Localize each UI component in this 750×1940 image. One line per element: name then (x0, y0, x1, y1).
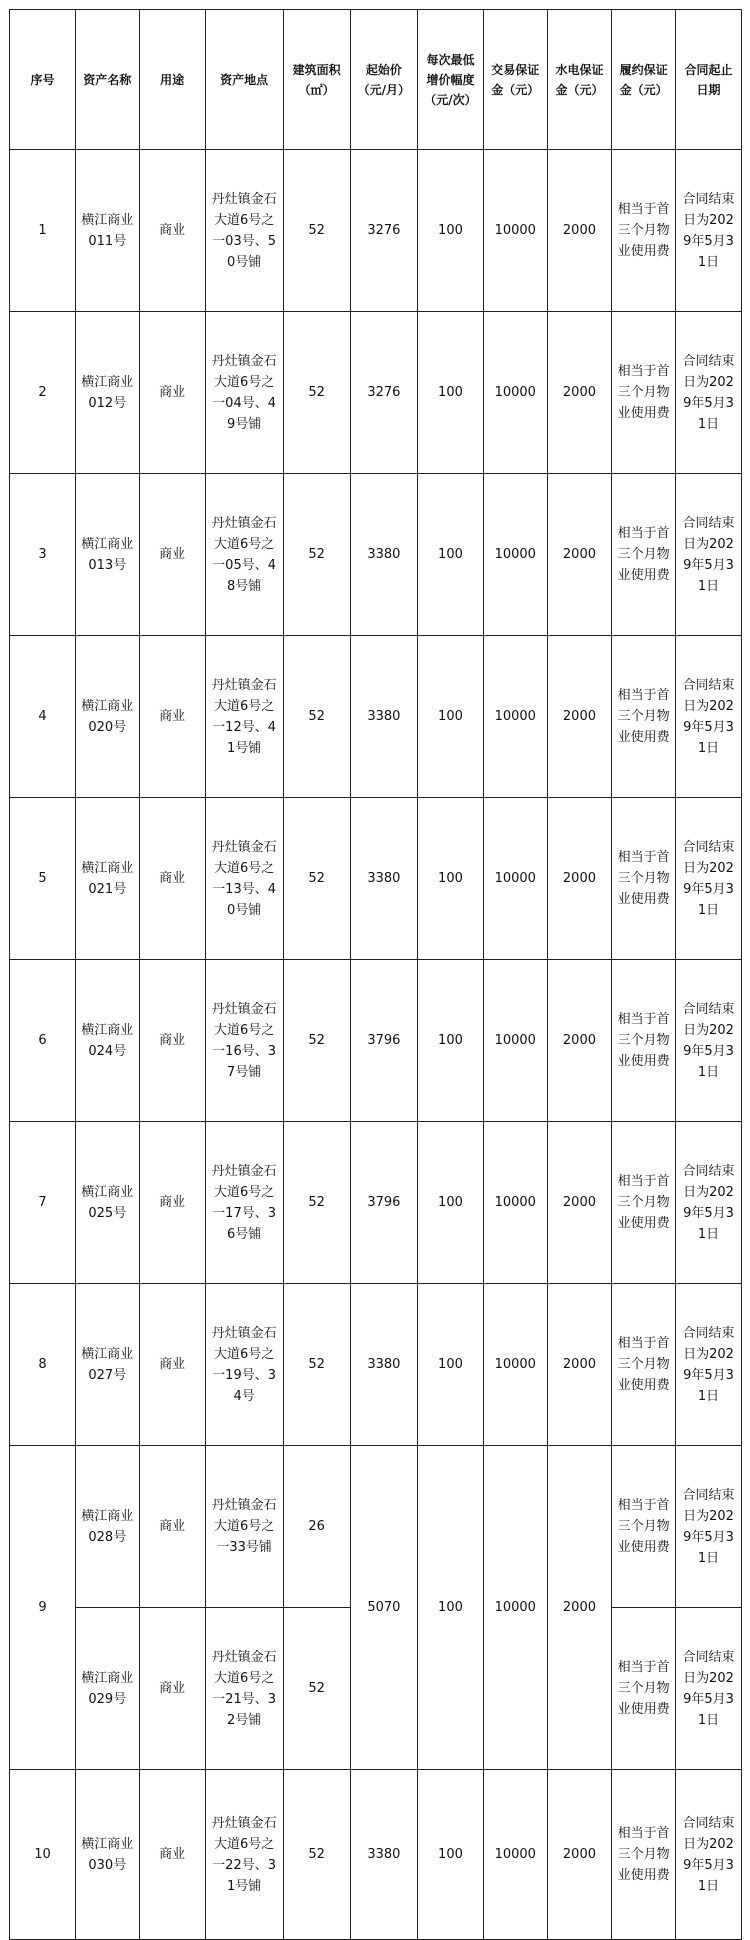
cell-trade-deposit: 10000 (483, 636, 547, 798)
cell-seq: 3 (10, 474, 76, 636)
cell-trade-deposit: 10000 (483, 150, 547, 312)
cell-seq: 9 (10, 1446, 76, 1770)
cell-contract-period: 合同结束日为2029年5月31日 (675, 150, 741, 312)
cell-performance-deposit: 相当于首三个月物业使用费 (612, 636, 676, 798)
cell-utility-deposit: 2000 (547, 1446, 612, 1770)
cell-name: 横江商业013号 (76, 474, 140, 636)
cell-performance-deposit: 相当于首三个月物业使用费 (612, 150, 676, 312)
cell-use: 商业 (139, 1446, 205, 1608)
cell-area: 52 (283, 798, 350, 960)
cell-location: 丹灶镇金石大道6号之一05号、48号铺 (205, 474, 283, 636)
header-name: 资产名称 (76, 10, 140, 150)
cell-increment: 100 (417, 960, 483, 1122)
table-row-group-9a (10, 1446, 742, 1608)
cell-utility-deposit: 2000 (547, 1770, 612, 1940)
cell-contract-period: 合同结束日为2029年5月31日 (675, 1122, 741, 1284)
table-row (10, 798, 742, 960)
cell-area: 52 (283, 1284, 350, 1446)
cell-price: 3380 (350, 1770, 417, 1940)
cell-location: 丹灶镇金石大道6号之一16号、37号铺 (205, 960, 283, 1122)
cell-use: 商业 (139, 960, 205, 1122)
table-row (10, 636, 742, 798)
cell-performance-deposit: 相当于首三个月物业使用费 (612, 1446, 676, 1608)
cell-increment: 100 (417, 150, 483, 312)
cell-utility-deposit: 2000 (547, 1122, 612, 1284)
cell-location: 丹灶镇金石大道6号之一21号、32号铺 (205, 1608, 283, 1770)
cell-seq: 10 (10, 1770, 76, 1940)
cell-increment: 100 (417, 1770, 483, 1940)
cell-use: 商业 (139, 798, 205, 960)
table-row (10, 1122, 742, 1284)
header-contract-period: 合同起止日期 (675, 10, 741, 150)
cell-increment: 100 (417, 474, 483, 636)
cell-performance-deposit: 相当于首三个月物业使用费 (612, 1770, 676, 1940)
cell-name: 横江商业024号 (76, 960, 140, 1122)
cell-contract-period: 合同结束日为2029年5月31日 (675, 636, 741, 798)
cell-use: 商业 (139, 1122, 205, 1284)
header-utility-deposit: 水电保证金（元） (547, 10, 612, 150)
cell-increment: 100 (417, 312, 483, 474)
cell-trade-deposit: 10000 (483, 1446, 547, 1770)
cell-trade-deposit: 10000 (483, 798, 547, 960)
cell-contract-period: 合同结束日为2029年5月31日 (675, 960, 741, 1122)
cell-utility-deposit: 2000 (547, 798, 612, 960)
cell-contract-period: 合同结束日为2029年5月31日 (675, 798, 741, 960)
cell-trade-deposit: 10000 (483, 474, 547, 636)
cell-performance-deposit: 相当于首三个月物业使用费 (612, 474, 676, 636)
cell-performance-deposit: 相当于首三个月物业使用费 (612, 960, 676, 1122)
cell-seq: 7 (10, 1122, 76, 1284)
header-trade-deposit: 交易保证金（元） (483, 10, 547, 150)
cell-location: 丹灶镇金石大道6号之一03号、50号铺 (205, 150, 283, 312)
cell-price: 3380 (350, 798, 417, 960)
cell-utility-deposit: 2000 (547, 960, 612, 1122)
cell-price: 5070 (350, 1446, 417, 1770)
cell-area: 52 (283, 1122, 350, 1284)
cell-price: 3796 (350, 960, 417, 1122)
cell-area: 52 (283, 1608, 350, 1770)
cell-performance-deposit: 相当于首三个月物业使用费 (612, 1284, 676, 1446)
cell-location: 丹灶镇金石大道6号之一19号、34号 (205, 1284, 283, 1446)
cell-utility-deposit: 2000 (547, 150, 612, 312)
cell-area: 52 (283, 1770, 350, 1940)
cell-trade-deposit: 10000 (483, 1770, 547, 1940)
header-row (10, 10, 742, 150)
cell-name: 横江商业027号 (76, 1284, 140, 1446)
cell-increment: 100 (417, 636, 483, 798)
cell-name: 横江商业020号 (76, 636, 140, 798)
cell-contract-period: 合同结束日为2029年5月31日 (675, 1608, 741, 1770)
cell-trade-deposit: 10000 (483, 1122, 547, 1284)
cell-name: 横江商业021号 (76, 798, 140, 960)
cell-performance-deposit: 相当于首三个月物业使用费 (612, 798, 676, 960)
cell-contract-period: 合同结束日为2029年5月31日 (675, 474, 741, 636)
cell-contract-period: 合同结束日为2029年5月31日 (675, 312, 741, 474)
cell-utility-deposit: 2000 (547, 474, 612, 636)
header-use: 用途 (139, 10, 205, 150)
header-seq: 序号 (10, 10, 76, 150)
cell-utility-deposit: 2000 (547, 312, 612, 474)
table-row (10, 474, 742, 636)
cell-area: 26 (283, 1446, 350, 1608)
cell-utility-deposit: 2000 (547, 1284, 612, 1446)
cell-use: 商业 (139, 636, 205, 798)
header-area: 建筑面积（㎡） (283, 10, 350, 150)
header-performance-deposit: 履约保证金（元） (612, 10, 676, 150)
cell-trade-deposit: 10000 (483, 312, 547, 474)
cell-name: 横江商业028号 (76, 1446, 140, 1608)
cell-use: 商业 (139, 150, 205, 312)
table-row (10, 1284, 742, 1446)
cell-increment: 100 (417, 1446, 483, 1770)
cell-contract-period: 合同结束日为2029年5月31日 (675, 1446, 741, 1608)
cell-use: 商业 (139, 1770, 205, 1940)
table-row (10, 960, 742, 1122)
cell-use: 商业 (139, 474, 205, 636)
header-location: 资产地点 (205, 10, 283, 150)
cell-price: 3380 (350, 474, 417, 636)
header-start-price: 起始价（元/月） (350, 10, 417, 150)
cell-area: 52 (283, 636, 350, 798)
table-row (10, 1770, 742, 1940)
cell-trade-deposit: 10000 (483, 1284, 547, 1446)
cell-name: 横江商业012号 (76, 312, 140, 474)
cell-trade-deposit: 10000 (483, 960, 547, 1122)
cell-contract-period: 合同结束日为2029年5月31日 (675, 1770, 741, 1940)
cell-price: 3796 (350, 1122, 417, 1284)
cell-location: 丹灶镇金石大道6号之一13号、40号铺 (205, 798, 283, 960)
cell-seq: 6 (10, 960, 76, 1122)
cell-location: 丹灶镇金石大道6号之一12号、41号铺 (205, 636, 283, 798)
cell-location: 丹灶镇金石大道6号之一22号、31号铺 (205, 1770, 283, 1940)
cell-area: 52 (283, 474, 350, 636)
table-row (10, 150, 742, 312)
header-min-increment: 每次最低增价幅度（元/次） (417, 10, 483, 150)
cell-price: 3380 (350, 1284, 417, 1446)
cell-price: 3276 (350, 312, 417, 474)
cell-location: 丹灶镇金石大道6号之一17号、36号铺 (205, 1122, 283, 1284)
cell-seq: 1 (10, 150, 76, 312)
cell-performance-deposit: 相当于首三个月物业使用费 (612, 312, 676, 474)
cell-increment: 100 (417, 1284, 483, 1446)
cell-use: 商业 (139, 312, 205, 474)
cell-location: 丹灶镇金石大道6号之一04号、49号铺 (205, 312, 283, 474)
cell-name: 横江商业011号 (76, 150, 140, 312)
cell-price: 3276 (350, 150, 417, 312)
cell-area: 52 (283, 312, 350, 474)
cell-contract-period: 合同结束日为2029年5月31日 (675, 1284, 741, 1446)
cell-name: 横江商业030号 (76, 1770, 140, 1940)
cell-area: 52 (283, 150, 350, 312)
cell-performance-deposit: 相当于首三个月物业使用费 (612, 1608, 676, 1770)
cell-increment: 100 (417, 798, 483, 960)
cell-price: 3380 (350, 636, 417, 798)
cell-name: 横江商业025号 (76, 1122, 140, 1284)
cell-seq: 2 (10, 312, 76, 474)
cell-utility-deposit: 2000 (547, 636, 612, 798)
cell-name: 横江商业029号 (76, 1608, 140, 1770)
cell-use: 商业 (139, 1608, 205, 1770)
cell-use: 商业 (139, 1284, 205, 1446)
cell-seq: 5 (10, 798, 76, 960)
cell-area: 52 (283, 960, 350, 1122)
cell-seq: 8 (10, 1284, 76, 1446)
cell-increment: 100 (417, 1122, 483, 1284)
cell-performance-deposit: 相当于首三个月物业使用费 (612, 1122, 676, 1284)
asset-table (9, 9, 742, 1940)
cell-location: 丹灶镇金石大道6号之一33号铺 (205, 1446, 283, 1608)
table-row (10, 312, 742, 474)
cell-seq: 4 (10, 636, 76, 798)
